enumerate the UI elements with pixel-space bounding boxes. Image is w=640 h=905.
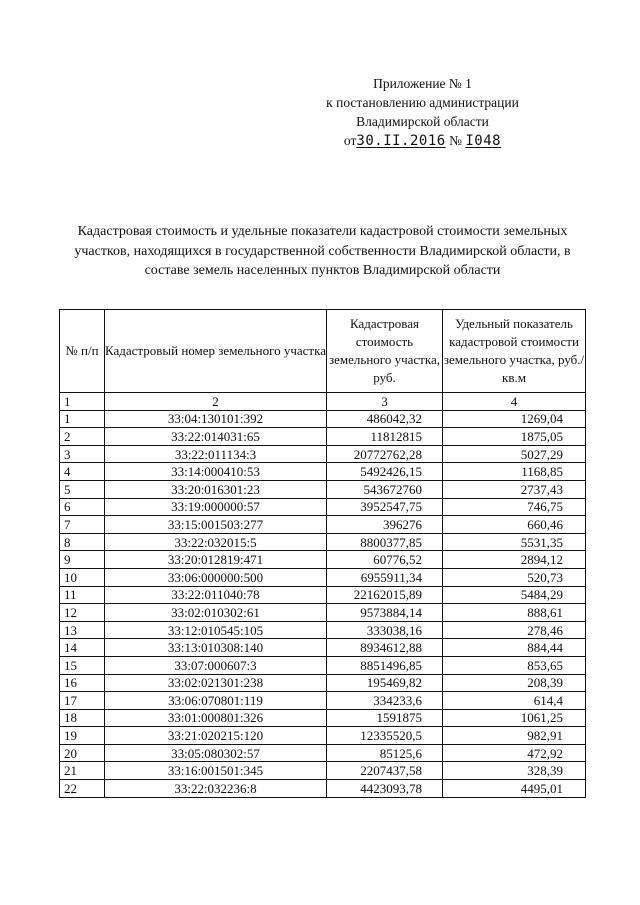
specific-value-cell: 1269,04: [443, 410, 586, 428]
cadastral-number-cell: 33:13:010308:140: [105, 639, 327, 657]
row-number-cell: 15: [60, 656, 105, 674]
table-row: [60, 516, 586, 534]
specific-value-cell: 278,46: [443, 621, 586, 639]
cadastral-value-cell: 22162015,89: [327, 586, 443, 604]
specific-value-cell: 1875,05: [443, 428, 586, 446]
appendix-date-line: [300, 131, 545, 151]
specific-value-cell: 853,65: [443, 656, 586, 674]
cadastral-value-cell: 8934612,88: [327, 639, 443, 657]
table-row: [60, 621, 586, 639]
cadastral-number-cell: 33:20:016301:23: [105, 480, 327, 498]
table-row: [60, 480, 586, 498]
row-number-cell: 12: [60, 604, 105, 622]
row-number-cell: 5: [60, 480, 105, 498]
specific-value-cell: 2737,43: [443, 480, 586, 498]
table-row: [60, 551, 586, 569]
column-number: 2: [105, 393, 327, 411]
table-row: [60, 639, 586, 657]
row-number-cell: 14: [60, 639, 105, 657]
cadastral-number-cell: 33:06:070801:119: [105, 692, 327, 710]
cadastral-number-cell: 33:20:012819:471: [105, 551, 327, 569]
row-number-cell: 9: [60, 551, 105, 569]
table-row: [60, 463, 586, 481]
cadastral-number-cell: 33:01:000801:326: [105, 709, 327, 727]
cadastral-number-cell: 33:21:020215:120: [105, 727, 327, 745]
table-header-row: [60, 310, 586, 393]
cadastral-value-cell: 2207437,58: [327, 762, 443, 780]
row-number-cell: 11: [60, 586, 105, 604]
specific-value-cell: 5531,35: [443, 533, 586, 551]
cadastral-value-cell: 5492426,15: [327, 463, 443, 481]
row-number-cell: 16: [60, 674, 105, 692]
specific-value-cell: 2894,12: [443, 551, 586, 569]
table-row: [60, 410, 586, 428]
specific-value-cell: 1061,25: [443, 709, 586, 727]
cadastral-value-cell: 6955911,34: [327, 568, 443, 586]
row-number-cell: 13: [60, 621, 105, 639]
cadastral-number-cell: 33:05:080302:57: [105, 744, 327, 762]
cadastral-number-cell: 33:22:014031:65: [105, 428, 327, 446]
cadastral-number-cell: 33:02:021301:238: [105, 674, 327, 692]
cadastral-number-cell: 33:22:011134:3: [105, 445, 327, 463]
table-row: [60, 727, 586, 745]
appendix-line-3: Владимирской области: [356, 114, 489, 129]
specific-value-cell: 884,44: [443, 639, 586, 657]
cadastral-number-cell: 33:15:001503:277: [105, 516, 327, 534]
table-row: [60, 533, 586, 551]
header-specific-value: Удельный показатель кадастровой стоимости земельного участка, руб./кв.м: [443, 310, 586, 393]
specific-value-cell: 5027,29: [443, 445, 586, 463]
specific-value-cell: 660,46: [443, 516, 586, 534]
cadastral-number-cell: 33:07:000607:3: [105, 656, 327, 674]
cadastral-value-cell: 60776,52: [327, 551, 443, 569]
specific-value-cell: 520,73: [443, 568, 586, 586]
cadastral-value-cell: 12335520,5: [327, 727, 443, 745]
column-number: 4: [443, 393, 586, 411]
cadastral-number-cell: 33:16:001501:345: [105, 762, 327, 780]
table-row: [60, 586, 586, 604]
cadastral-number-cell: 33:04:130101:392: [105, 410, 327, 428]
cadastral-number-cell: 33:02:010302:61: [105, 604, 327, 622]
table-row: [60, 498, 586, 516]
row-number-cell: 17: [60, 692, 105, 710]
specific-value-cell: 982,91: [443, 727, 586, 745]
appendix-line-1: Приложение № 1: [373, 76, 472, 91]
cadastral-value-cell: 543672760: [327, 480, 443, 498]
table-row: [60, 428, 586, 446]
row-number-cell: 10: [60, 568, 105, 586]
row-number-cell: 19: [60, 727, 105, 745]
table-row: [60, 656, 586, 674]
decree-date: 30.II.2016: [356, 133, 446, 149]
cadastral-value-cell: 334233,6: [327, 692, 443, 710]
decree-number: I048: [465, 133, 502, 149]
appendix-line-2: к постановлению администрации: [326, 95, 519, 110]
cadastral-value-cell: 333038,16: [327, 621, 443, 639]
table-row: [60, 692, 586, 710]
number-prefix: №: [449, 133, 462, 148]
cadastral-number-cell: 33:22:032015:5: [105, 533, 327, 551]
table-row: [60, 568, 586, 586]
cadastral-value-cell: 4423093,78: [327, 780, 443, 798]
specific-value-cell: 4495,01: [443, 780, 586, 798]
document-title: Кадастровая стоимость и удельные показатели кадастровой стоимости земельных участков, находящихся в государственной собственности Владимирской области, в составе земель населенных пунктов Владимирской области: [74, 224, 571, 278]
table-row: [60, 674, 586, 692]
specific-value-cell: 472,92: [443, 744, 586, 762]
cadastral-number-cell: 33:19:000000:57: [105, 498, 327, 516]
row-number-cell: 6: [60, 498, 105, 516]
specific-value-cell: 1168,85: [443, 463, 586, 481]
table-body: [60, 410, 586, 797]
cadastral-value-table: [59, 309, 586, 798]
column-number: 3: [327, 393, 443, 411]
cadastral-value-cell: 3952547,75: [327, 498, 443, 516]
table-row: [60, 780, 586, 798]
cadastral-value-cell: 9573884,14: [327, 604, 443, 622]
specific-value-cell: 614,4: [443, 692, 586, 710]
appendix-header: [300, 74, 545, 151]
cadastral-value-cell: 8851496,85: [327, 656, 443, 674]
row-number-cell: 8: [60, 533, 105, 551]
cadastral-number-cell: 33:22:032236:8: [105, 780, 327, 798]
cadastral-number-cell: 33:14:000410:53: [105, 463, 327, 481]
cadastral-value-cell: 20772762,28: [327, 445, 443, 463]
table-row: [60, 744, 586, 762]
row-number-cell: 3: [60, 445, 105, 463]
row-number-cell: 20: [60, 744, 105, 762]
header-cadastral-number: Кадастровый номер земельного участка: [105, 310, 327, 393]
cadastral-number-cell: 33:12:010545:105: [105, 621, 327, 639]
table-row: [60, 709, 586, 727]
cadastral-value-cell: 1591875: [327, 709, 443, 727]
cadastral-value-cell: 11812815: [327, 428, 443, 446]
cadastral-value-cell: 396276: [327, 516, 443, 534]
row-number-cell: 22: [60, 780, 105, 798]
table-row: [60, 762, 586, 780]
row-number-cell: 18: [60, 709, 105, 727]
cadastral-value-cell: 8800377,85: [327, 533, 443, 551]
date-prefix: от: [343, 133, 357, 148]
table-row: [60, 445, 586, 463]
cadastral-value-cell: 195469,82: [327, 674, 443, 692]
specific-value-cell: 328,39: [443, 762, 586, 780]
cadastral-number-cell: 33:22:011040:78: [105, 586, 327, 604]
specific-value-cell: 888,61: [443, 604, 586, 622]
cadastral-value-cell: 85125,6: [327, 744, 443, 762]
specific-value-cell: 208,39: [443, 674, 586, 692]
specific-value-cell: 5484,29: [443, 586, 586, 604]
row-number-cell: 21: [60, 762, 105, 780]
row-number-cell: 2: [60, 428, 105, 446]
header-row-number: № п/п: [60, 310, 105, 393]
row-number-cell: 1: [60, 410, 105, 428]
cadastral-number-cell: 33:06:000000:500: [105, 568, 327, 586]
cadastral-value-cell: 486042,32: [327, 410, 443, 428]
column-number: 1: [60, 393, 105, 411]
header-cadastral-value: Кадастровая стоимость земельного участка, руб.: [327, 310, 443, 393]
table-column-number-row: [60, 393, 586, 411]
specific-value-cell: 746,75: [443, 498, 586, 516]
row-number-cell: 4: [60, 463, 105, 481]
table-row: [60, 604, 586, 622]
row-number-cell: 7: [60, 516, 105, 534]
